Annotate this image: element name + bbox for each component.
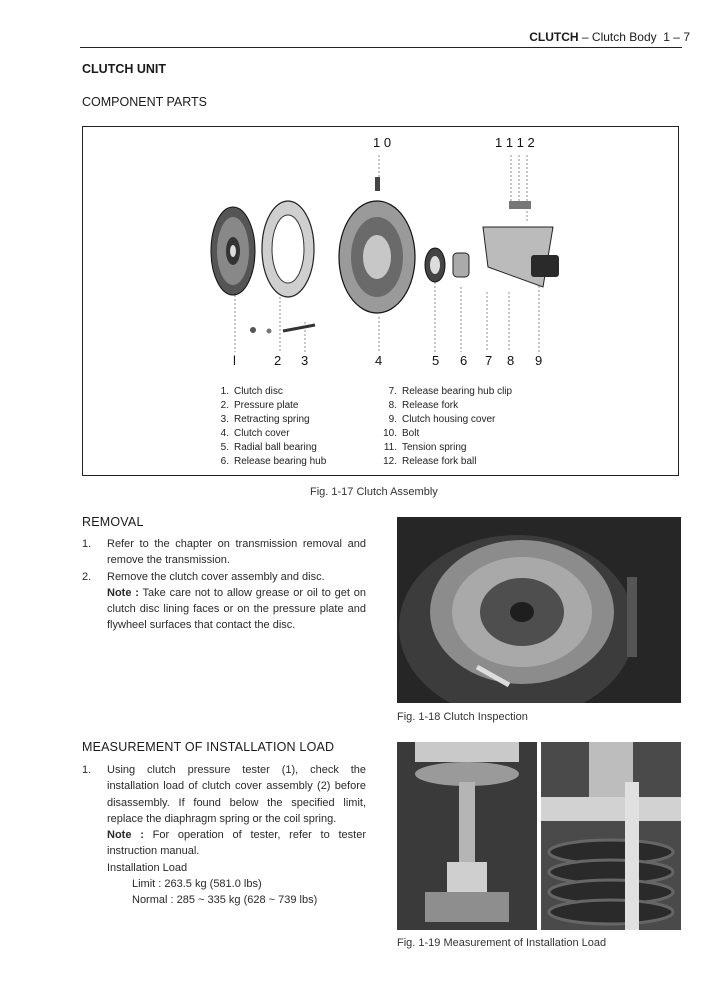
callout-5: 5 [432,353,440,368]
removal-step-2: 2. Remove the clutch cover assembly and disc. [82,570,325,583]
measurement-title: MEASUREMENT OF INSTALLATION LOAD [82,740,335,754]
callout-1: l [233,353,236,368]
installation-load-label: Installation Load [107,861,188,874]
callout-9: 9 [535,353,543,368]
figure-caption-1-18: Fig. 1-18 Clutch Inspection [397,711,528,723]
header-subsection: – Clutch Body [578,30,657,44]
normal-value: Normal : 285 ~ 335 kg (628 ~ 739 lbs) [132,894,318,907]
pressure-tester-drawing [397,742,537,930]
measurement-step-1: 1. Using clutch pressure tester (1), check the installation load of clutch cover assembly (2) before disassembly. If found below the specified limit, replace the diaphragm spring or the coil spring. [82,764,366,825]
callout-3: 3 [301,353,309,368]
figure-clutch-assembly [82,126,679,476]
coil-spring-drawing [541,742,681,930]
photo-coil-spring [541,742,681,930]
legend-item-5: 5. Radial ball bearing [220,442,317,453]
legend-item-12: 12. Release fork ball [383,456,477,467]
measurement-step [82,762,366,909]
legend-item-11: 11. Tension spring [383,442,467,453]
callout-10: 1 0 [373,135,392,150]
legend-item-2: 2. Pressure plate [220,400,299,411]
callout-8: 8 [507,353,515,368]
legend-item-7: 7. Release bearing hub clip [388,386,513,397]
legend-item-4: 4. Clutch cover [220,428,290,439]
legend-left [211,385,326,469]
figure-caption-1-17: Fig. 1-17 Clutch Assembly [310,486,438,498]
measurement-note: Note : For operation of tester, refer to tester instruction manual. [107,829,366,858]
header-rule [80,47,682,48]
legend-item-3: 3. Retracting spring [220,414,310,425]
removal-note: Note : Take care not to allow grease or oil to get on clutch disc lining faces or on the pressure plate and flywheel surfaces that contact the disc. [107,586,366,632]
removal-step-1: 1. Refer to the chapter on transmission removal and remove the transmission. [82,538,366,567]
callout-6: 6 [460,353,468,368]
callout-2: 2 [274,353,282,368]
subsection-title: COMPONENT PARTS [82,95,208,109]
removal-title: REMOVAL [82,515,144,529]
legend-item-6: 6. Release bearing hub [220,456,327,467]
removal-steps [82,536,366,634]
legend-item-9: 9. Clutch housing cover [388,414,496,425]
section-title: CLUTCH UNIT [82,62,167,76]
photo-pressure-tester [397,742,537,930]
figure-caption-1-19: Fig. 1-19 Measurement of Installation Load [397,937,607,949]
callout-11-12: 1 1 1 2 [495,135,535,150]
clutch-photo-drawing [397,517,681,703]
clutch-disc-drawing [211,207,255,295]
legend-right [379,385,512,469]
photo-clutch-inspection [397,517,681,703]
legend-item-1: 1. Clutch disc [220,386,283,397]
callout-7: 7 [485,353,493,368]
page-number: 1 – 7 [663,30,690,44]
header-section: CLUTCH [529,30,579,44]
running-header [480,30,690,44]
callout-4: 4 [375,353,383,368]
legend-item-10: 10. Bolt [383,428,420,439]
legend-item-8: 8. Release fork [388,400,459,411]
limit-value: Limit : 263.5 kg (581.0 lbs) [132,878,262,891]
